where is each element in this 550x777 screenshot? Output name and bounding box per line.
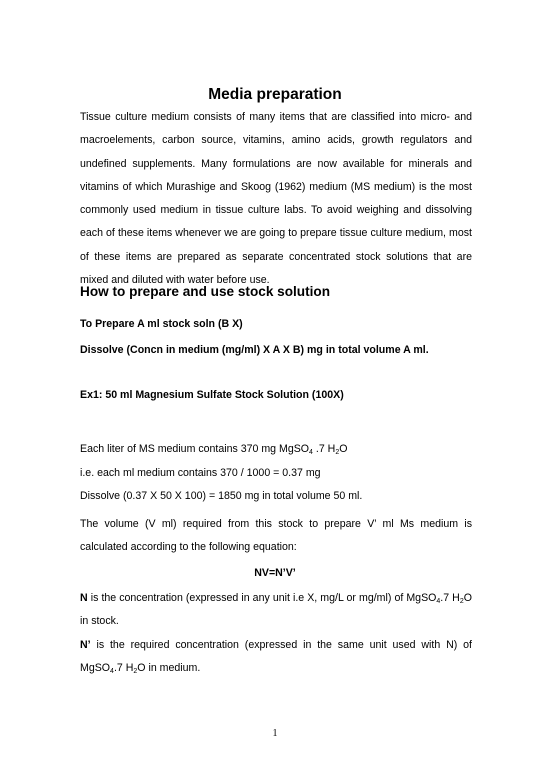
example-line-1 xyxy=(80,443,347,455)
n-definition xyxy=(80,587,472,634)
example-line-3: Dissolve (0.37 X 50 X 100) = 1850 mg in total volume 50 ml. xyxy=(80,490,363,502)
page-number: 1 xyxy=(272,728,278,739)
nprime-def-text-c: O in medium. xyxy=(137,662,201,675)
example-heading: Ex1: 50 ml Magnesium Sulfate Stock Solution (100X) xyxy=(80,389,344,401)
nprime-def-text-a: is the required concentration (expressed in the same unit used with N) of MgSO xyxy=(80,639,472,675)
example-line-1-text-a: Each liter of MS medium contains 370 mg MgSO xyxy=(80,443,310,455)
nprime-def-text-b: .7 H xyxy=(113,662,134,675)
subscript-2: 2 xyxy=(459,598,464,605)
subscript-4: 4 xyxy=(309,449,313,456)
nprime-label: N’ xyxy=(80,639,91,651)
intro-paragraph: Tissue culture medium consists of many items that are classified into micro- and macroelements, carbon source, vitamins, amino acids, growth regulators and undefined supplements. Many formulations are now available for minerals and vitamins of which Murashige and Skoog (1962) medium (MS medium) is the most commonly used medium in tissue culture labs. To avoid weighing and dissolving each of these items whenever we are going to prepare tissue culture medium, most of these items are prepared as separate concentrated stock solutions that are mixed and diluted with water before use. xyxy=(80,111,472,287)
page-title: Media preparation xyxy=(208,86,342,103)
subscript-2: 2 xyxy=(133,668,138,676)
rule-line-2: Dissolve (Concn in medium (mg/ml) X A X B) mg in total volume A ml. xyxy=(80,344,429,356)
n-label: N xyxy=(80,592,88,604)
example-line-1-text-c: O xyxy=(339,443,348,455)
equation: NV=N’V’ xyxy=(254,567,296,579)
example-line-2: i.e. each ml medium contains 370 / 1000 = 0.37 mg xyxy=(80,467,321,479)
n-def-text-a: is the concentration (expressed in any unit i.e X, mg/L or mg/ml) of MgSO xyxy=(87,592,437,604)
subscript-2: 2 xyxy=(335,449,340,456)
subscript-4: 4 xyxy=(436,598,441,605)
subscript-4: 4 xyxy=(110,668,114,676)
section-heading: How to prepare and use stock solution xyxy=(80,284,331,299)
volume-paragraph: The volume (V ml) required from this stock to prepare V’ ml Ms medium is calculated according to the following equation: xyxy=(80,518,472,554)
rule-line-1: To Prepare A ml stock soln (B X) xyxy=(80,318,243,330)
nprime-definition xyxy=(80,634,472,681)
n-def-text-b: .7 H xyxy=(440,592,460,604)
n-def-text-c: O in stock. xyxy=(80,592,472,628)
example-line-1-text-b: .7 H xyxy=(312,443,336,455)
